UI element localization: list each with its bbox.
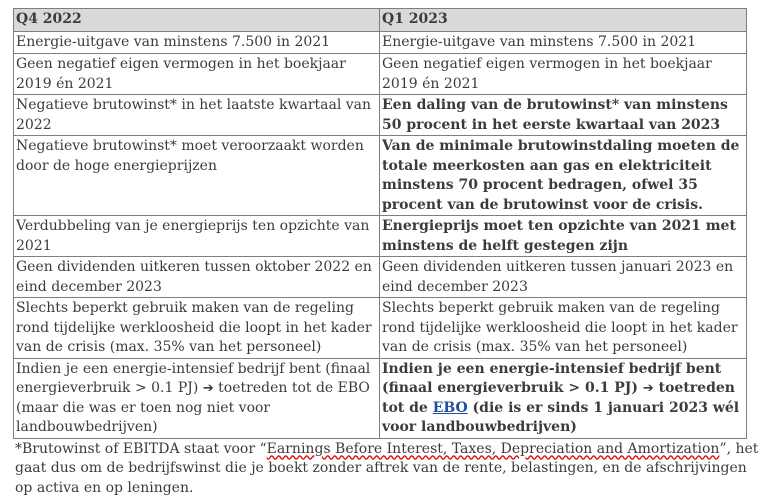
header-q1-2023: Q1 2023 [380, 9, 747, 32]
footnote-text: ”, het gaat dus om de bedrijfswinst die je boekt zonder aftrek van de rente, belastingen, en de afschrijvingen op activa en op leningen. [15, 440, 759, 496]
cell-q4: Geen dividenden uitkeren tussen oktober 2022 en eind december 2023 [14, 257, 380, 298]
cell-text: toetreden tot de EBO (maar die was er toen nog niet voor landbouwbedrijven) [16, 380, 370, 435]
table-row [14, 136, 747, 216]
document [13, 8, 759, 498]
cell-q4: Geen negatief eigen vermogen in het boekjaar 2019 én 2021 [14, 54, 380, 95]
comparison-table [13, 8, 747, 439]
cell-q1: Een daling van de brutowinst* van minstens 50 procent in het eerste kwartaal van 2023 [380, 95, 747, 136]
cell-q1: Geen negatief eigen vermogen in het boekjaar 2019 én 2021 [380, 54, 747, 95]
cell-q1 [380, 358, 747, 438]
cell-q4 [14, 358, 380, 438]
cell-q1: Van de minimale brutowinstdaling moeten de totale meerkosten aan gas en elektriciteit minstens 70 procent bedragen, ofwel 35 procent van de brutowinst voor de crisis. [380, 136, 747, 216]
cell-q4: Energie-uitgave van minstens 7.500 in 2021 [14, 32, 380, 54]
table-row [14, 216, 747, 257]
cell-q1: Slechts beperkt gebruik maken van de regeling rond tijdelijke werkloosheid die loopt in het kader van de crisis (max. 35% van het personeel) [380, 298, 747, 359]
header-q4-2022: Q4 2022 [14, 9, 380, 32]
table-row [14, 358, 747, 438]
table-row [14, 54, 747, 95]
ebo-link[interactable]: EBO [432, 399, 468, 416]
header-row [14, 9, 747, 32]
footnote-term: Earnings Before Interest, Taxes, Depreciation and Amortization [266, 440, 720, 457]
cell-text: toetreden tot de [382, 380, 735, 416]
table-row [14, 95, 747, 136]
cell-text: Indien je een energie-intensief bedrijf bent (finaal energieverbruik > 0.1 PJ) [16, 360, 371, 396]
footnote-text: *Brutowinst of EBITDA staat voor “ [15, 440, 267, 457]
arrow-right-icon: ➔ [202, 381, 214, 396]
cell-text: (die is er sinds 1 januari 2023 wél voor landbouwbedrijven) [382, 399, 740, 435]
cell-q4: Negatieve brutowinst* moet veroorzaakt worden door de hoge energieprijzen [14, 136, 380, 216]
cell-q4: Verdubbeling van je energieprijs ten opzichte van 2021 [14, 216, 380, 257]
cell-q4: Negatieve brutowinst* in het laatste kwartaal van 2022 [14, 95, 380, 136]
table-row [14, 298, 747, 359]
cell-q1: Energieprijs moet ten opzichte van 2021 met minstens de helft gestegen zijn [380, 216, 747, 257]
cell-q4: Slechts beperkt gebruik maken van de regeling rond tijdelijke werkloosheid die loopt in het kader van de crisis (max. 35% van het personeel) [14, 298, 380, 359]
table-row [14, 32, 747, 54]
cell-text: Indien je een energie-intensief bedrijf bent (finaal energieverbruik > 0.1 PJ) [382, 360, 722, 396]
cell-q1: Geen dividenden uitkeren tussen januari 2023 en eind december 2023 [380, 257, 747, 298]
arrow-right-icon: ➔ [642, 381, 654, 396]
footnote [13, 440, 760, 499]
table-row [14, 257, 747, 298]
cell-q1: Energie-uitgave van minstens 7.500 in 2021 [380, 32, 747, 54]
